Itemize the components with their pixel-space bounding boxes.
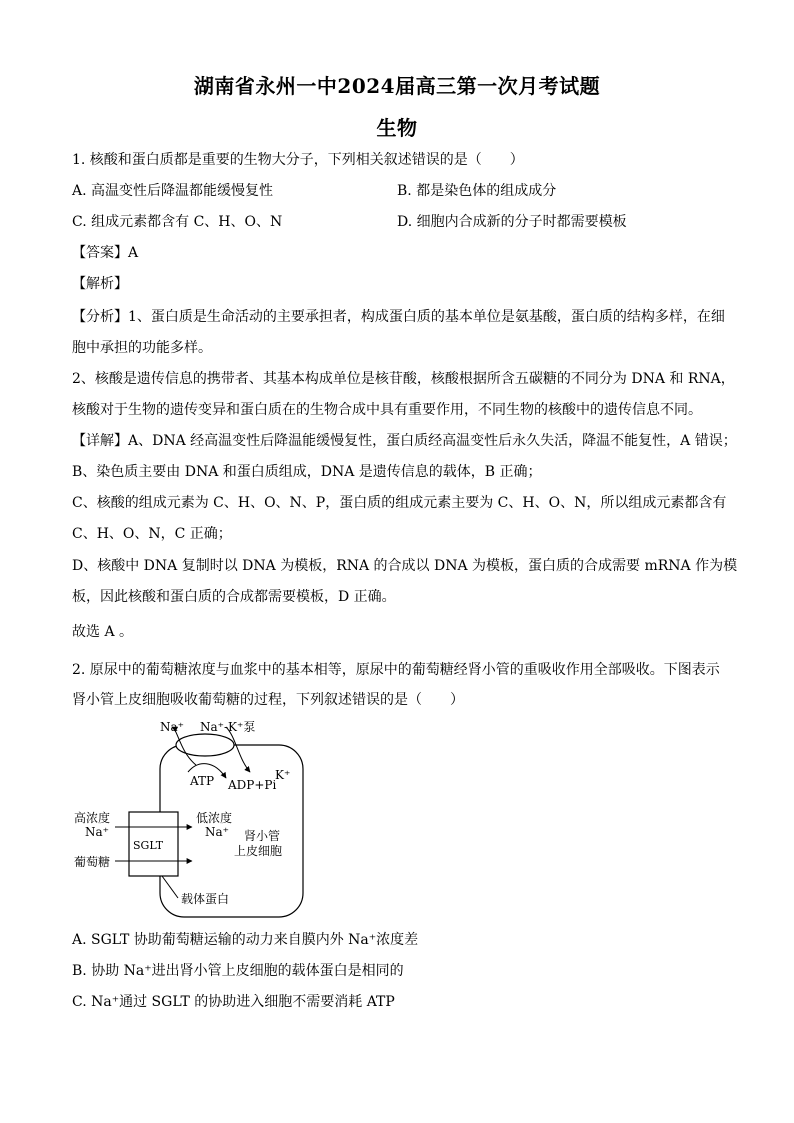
q1-detail-b: B、染色质主要由 DNA 和蛋白质组成，DNA 是遗传信息的载体，B 正确；	[72, 464, 542, 480]
exam-title: 湖南省永州一中2024届高三第一次月考试题	[193, 74, 601, 98]
adp-label: ADP+Pi	[228, 778, 277, 792]
carrier-label: 载体蛋白	[181, 892, 230, 906]
q1-option-c: C. 组成元素都含有 C、H、O、N	[72, 214, 283, 230]
q2-option-c: C. Na⁺通过 SGLT 的协助进入细胞不需要消耗 ATP	[72, 994, 395, 1010]
question-1-stem: 1. 核酸和蛋白质都是重要的生物大分子，下列相关叙述错误的是（ ）	[72, 152, 524, 168]
subject-title: 生物	[376, 116, 418, 140]
q1-detail-c2: C、H、O、N，C 正确；	[72, 526, 232, 542]
glucose-label: 葡萄糖	[74, 855, 111, 869]
na-k-pump-icon	[176, 734, 234, 756]
q1-analysis-2b: 核酸对于生物的遗传变异和蛋白质在的生物合成中具有重要作用，不同生物的核酸中的遗传信息不同。	[72, 402, 702, 418]
na-left-label: Na⁺	[85, 825, 109, 839]
q1-conclusion: 故选 A 。	[72, 624, 134, 640]
atp-label: ATP	[190, 774, 215, 788]
q1-answer: 【答案】A	[72, 245, 139, 261]
q1-analysis-1: 【分析】1、蛋白质是生命活动的主要承担者，构成蛋白质的基本单位是氨基酸，蛋白质的结构多样，在细	[72, 309, 725, 325]
q1-detail-a: 【详解】A、DNA 经高温变性后降温能缓慢复性，蛋白质经高温变性后永久失活，降温不能复性，A 错误；	[72, 433, 737, 449]
low-conc-label: 低浓度	[196, 811, 233, 825]
question-2-stem-2: 肾小管上皮细胞吸收葡萄糖的过程，下列叙述错误的是（ ）	[72, 692, 464, 708]
q1-option-d: D. 细胞内合成新的分子时都需要模板	[397, 214, 627, 230]
q1-detail-c1: C、核酸的组成元素为 C、H、O、N、P，蛋白质的组成元素主要为 C、H、O、N，所以组成元素都含有	[72, 495, 727, 511]
q1-detail-d1: D、核酸中 DNA 复制时以 DNA 为模板，RNA 的合成以 DNA 为模板，蛋白质的合成需要 mRNA 作为模	[72, 558, 738, 574]
na-right-label: Na⁺	[205, 825, 229, 839]
question-2-stem-1: 2. 原尿中的葡萄糖浓度与血浆中的基本相等，原尿中的葡萄糖经肾小管的重吸收作用全部吸收。下图表示	[72, 662, 720, 678]
q1-analysis-1b: 胞中承担的功能多样。	[72, 340, 212, 356]
cell-label-1: 肾小管	[244, 829, 281, 843]
k-label: K⁺	[275, 768, 291, 782]
q1-option-a: A. 高温变性后降温都能缓慢复性	[72, 183, 274, 199]
q2-option-b: B. 协助 Na⁺进出肾小管上皮细胞的载体蛋白是相同的	[72, 963, 404, 979]
q1-analysis-label: 【解析】	[72, 276, 128, 292]
na-out-label: Na⁺	[160, 720, 184, 734]
carrier-pointer	[162, 876, 178, 898]
q2-option-a: A. SGLT 协助葡萄糖运输的动力来自膜内外 Na⁺浓度差	[72, 932, 419, 948]
cell-label-2: 上皮细胞	[234, 844, 283, 858]
glucose-transport-diagram	[60, 712, 320, 922]
q1-analysis-2: 2、核酸是遗传信息的携带者、其基本构成单位是核苷酸，核酸根据所含五碳糖的不同分为 DNA 和 RNA，	[72, 371, 735, 387]
high-conc-label: 高浓度	[74, 811, 111, 825]
q1-detail-d2: 板，因此核酸和蛋白质的合成都需要模板，D 正确。	[72, 589, 396, 605]
q1-option-b: B. 都是染色体的组成成分	[397, 183, 557, 199]
pump-label: Na⁺-K⁺泵	[200, 720, 256, 734]
sglt-label: SGLT	[133, 839, 164, 852]
